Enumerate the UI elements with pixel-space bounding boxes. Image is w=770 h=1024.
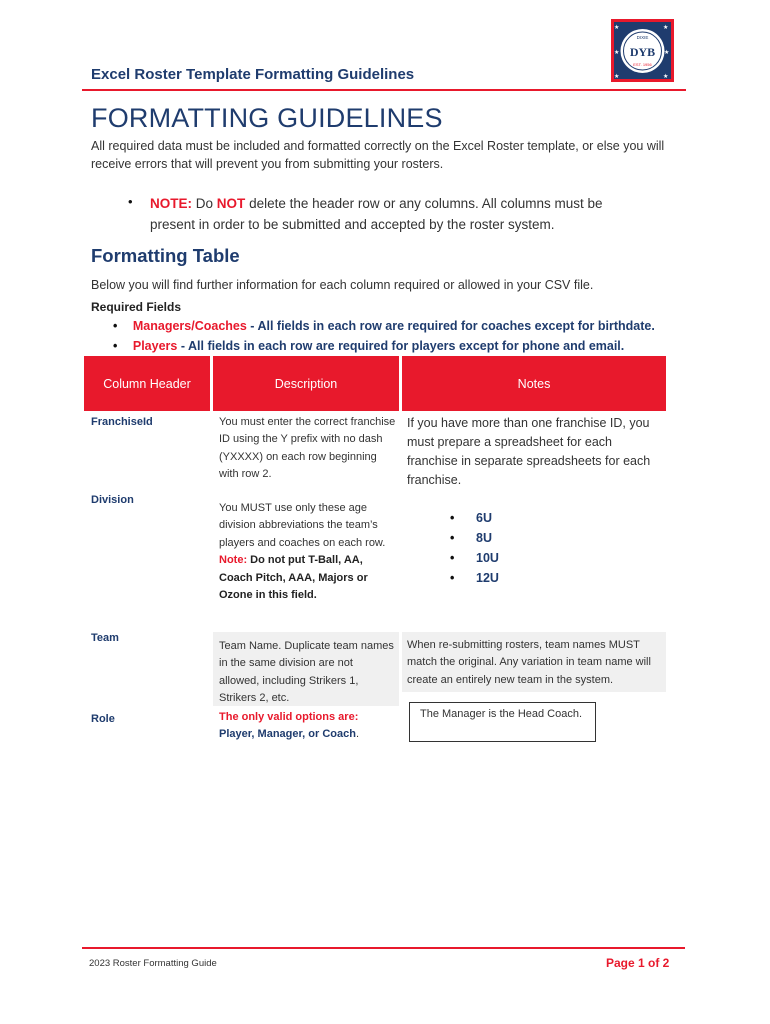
note-bullet-icon: • — [128, 194, 133, 209]
row-label-division: Division — [91, 494, 134, 506]
required-item-name: Managers/Coaches — [132, 319, 247, 333]
row-desc-role — [219, 709, 399, 744]
logo-text-bottom: EST. 1956 — [633, 62, 652, 67]
header-title: Excel Roster Template Formatting Guidelines — [91, 66, 415, 83]
svg-text:★: ★ — [663, 24, 669, 31]
required-item — [113, 339, 624, 353]
row-desc-team: Team Name. Duplicate team names in the same division are not allowed, including Strikers 1, Strikers 2, etc. — [219, 640, 394, 705]
intro-paragraph: All required data must be included and formatted correctly on the Excel Roster template, or else you will receive errors that will prevent you from submitting your rosters. — [91, 139, 665, 171]
table-intro: Below you will find further information for each column required or allowed in your CSV file. — [91, 278, 594, 292]
svg-text:★: ★ — [614, 24, 620, 31]
note-emphasis: NOT — [216, 196, 246, 211]
dyb-logo — [611, 19, 674, 82]
role-desc-end: . — [355, 728, 360, 741]
required-fields-title: Required Fields — [91, 300, 182, 314]
row-label-team: Team — [91, 632, 119, 644]
svg-text:★: ★ — [664, 49, 670, 56]
role-desc-red: The only valid options are: — [219, 711, 359, 723]
list-item-text: 8U — [476, 531, 492, 545]
division-note-label: Note: — [219, 554, 248, 567]
bullet-icon: • — [450, 531, 455, 545]
required-item-name: Players — [132, 339, 178, 353]
table-header-notes: Notes — [402, 356, 666, 411]
division-desc-text: You MUST use only these age division abbreviations the team’s players and coaches on each row. — [219, 502, 386, 549]
table-header-description: Description — [213, 356, 399, 411]
bullet-icon: • — [450, 571, 455, 585]
bullet-icon: • — [113, 339, 118, 353]
list-item — [450, 568, 499, 588]
required-item-desc: - All fields in each row are required for coaches except for birthdate. — [250, 319, 655, 333]
bullet-icon: • — [113, 319, 118, 333]
svg-text:★: ★ — [663, 73, 669, 80]
row-desc-division — [219, 500, 399, 604]
bullet-icon: • — [450, 551, 455, 565]
list-item — [450, 548, 499, 568]
note-paragraph — [150, 193, 640, 235]
logo-text-main: DYB — [629, 45, 656, 59]
page-title: FORMATTING GUIDELINES — [91, 103, 443, 133]
division-note-text: Do not put T-Ball, AA, Coach Pitch, AAA, Majors or Ozone in this field. — [219, 554, 368, 602]
logo-text-top: DIXIE — [636, 35, 649, 40]
list-item-text: 12U — [476, 571, 499, 585]
row-label-role: Role — [91, 713, 115, 725]
row-notes-franchiseid: If you have more than one franchise ID, you must prepare a spreadsheet for each franchise in separate spreadsheets for each franchise. — [407, 416, 651, 487]
note-post: delete the header row or any columns. All columns must be present in order to be submitted and accepted by the roster system. — [150, 196, 603, 232]
footer-divider — [82, 947, 685, 949]
svg-text:★: ★ — [614, 73, 620, 80]
role-desc-options: Player, Manager, or Coach — [219, 728, 356, 741]
list-item-text: 6U — [476, 511, 492, 525]
section-title: Formatting Table — [91, 245, 240, 266]
header-divider — [82, 89, 686, 91]
page-number: Page 1 of 2 — [606, 956, 670, 970]
note-label: NOTE: — [150, 196, 192, 211]
row-desc-franchiseid: You must enter the correct franchise ID using the Y prefix with no dash (YXXXX) on each row beginning with row 2. — [219, 416, 396, 481]
table-header-column-header: Column Header — [84, 356, 210, 411]
list-item-text: 10U — [476, 551, 499, 565]
list-item — [450, 528, 499, 548]
svg-text:★: ★ — [614, 49, 620, 56]
division-notes-list — [450, 508, 499, 588]
required-item — [113, 319, 655, 333]
bullet-icon: • — [450, 511, 455, 525]
row-notes-team: When re-submitting rosters, team names MUST match the original. Any variation in team name will create an entirely new team in the system. — [407, 639, 651, 686]
list-item — [450, 508, 499, 528]
footer-guide-name: 2023 Roster Formatting Guide — [89, 958, 217, 969]
row-label-franchiseid: FranchiseId — [91, 416, 153, 428]
note-pre: Do — [195, 196, 214, 211]
required-item-desc: - All fields in each row are required for players except for phone and email. — [180, 339, 625, 353]
role-notes-box: The Manager is the Head Coach. — [409, 702, 596, 742]
